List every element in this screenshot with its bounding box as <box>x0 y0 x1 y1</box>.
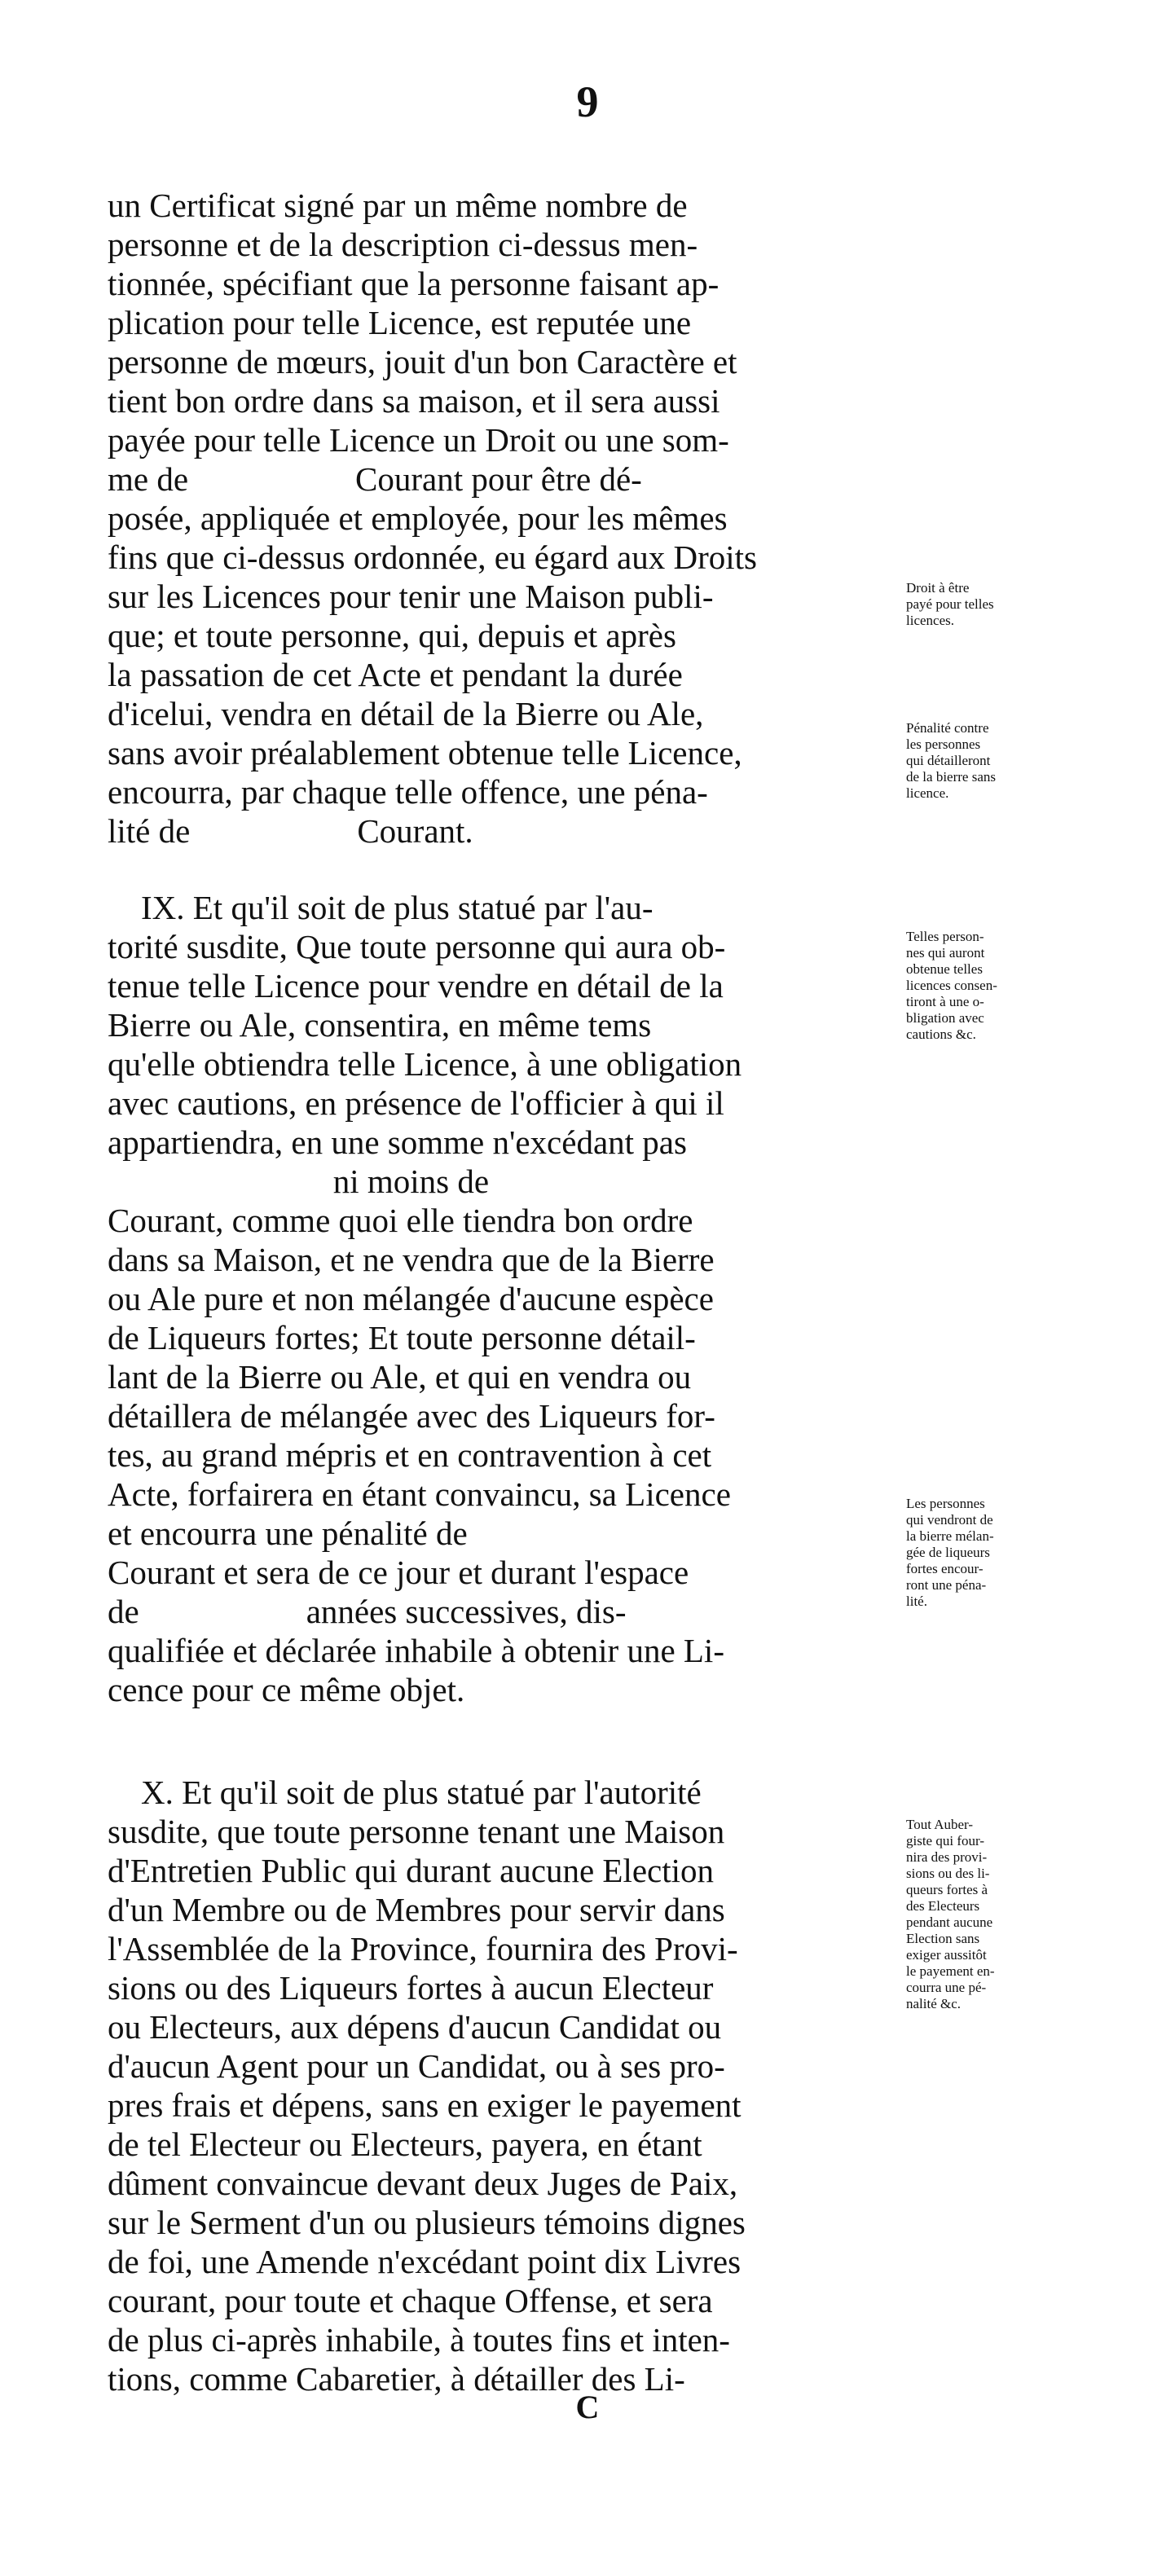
marginal-note-line: queurs fortes à <box>906 1882 988 1897</box>
marginal-note-line: cautions &c. <box>906 1026 976 1042</box>
marginal-note-line: Election sans <box>906 1931 980 1946</box>
body-line: torité susdite, Que toute personne qui aura ob- <box>108 928 726 965</box>
marginal-note-line: Droit à être <box>906 580 970 596</box>
body-line: avec cautions, en présence de l'officier à qui il <box>108 1084 724 1122</box>
body-line: susdite, que toute personne tenant une Maison <box>108 1813 725 1850</box>
body-line: l'Assemblée de la Province, fournira des Provi- <box>108 1930 738 1967</box>
body-line: courant, pour toute et chaque Offense, et sera <box>108 2282 713 2319</box>
body-line: X. Et qu'il soit de plus statué par l'autorité <box>108 1774 702 1811</box>
body-line: la passation de cet Acte et pendant la durée <box>108 656 683 693</box>
body-line: de années successives, dis- <box>108 1593 627 1630</box>
marginal-note-line: payé pour telles <box>906 596 994 612</box>
body-line: tenue telle Licence pour vendre en détail de la <box>108 967 724 1004</box>
body-line: et encourra une pénalité de <box>108 1514 468 1552</box>
body-line: dans sa Maison, et ne vendra que de la Bierre <box>108 1241 715 1278</box>
marginal-note-line: nira des provi- <box>906 1849 988 1865</box>
body-line: de foi, une Amende n'excédant point dix Livres <box>108 2243 742 2280</box>
page-number: 9 <box>576 77 599 126</box>
marginal-note-line: pendant aucune <box>906 1914 993 1930</box>
marginal-note-line: qui détailleront <box>906 753 991 768</box>
marginal-note-line: de la bierre sans <box>906 769 996 785</box>
body-line: d'aucun Agent pour un Candidat, ou à ses pro- <box>108 2047 725 2085</box>
body-line: IX. Et qu'il soit de plus statué par l'au- <box>108 889 654 926</box>
body-line: ni moins de <box>108 1163 490 1200</box>
body-line: que; et toute personne, qui, depuis et après <box>108 617 676 654</box>
marginal-note-line: sions ou des li- <box>906 1866 990 1881</box>
body-line: appartiendra, en une somme n'excédant pas <box>108 1123 687 1161</box>
body-line: d'icelui, vendra en détail de la Bierre ou Ale, <box>108 695 704 732</box>
body-line: lité de Courant. <box>108 812 473 850</box>
marginal-note-line: Tout Auber- <box>906 1817 974 1832</box>
marginal-note <box>906 1496 1094 1610</box>
marginal-note-line: lité. <box>906 1594 927 1609</box>
body-line: sions ou des Liqueurs fortes à aucun Electeur <box>108 1969 714 2007</box>
marginal-note <box>906 720 1094 802</box>
body-line: posée, appliquée et employée, pour les mêmes <box>108 499 728 537</box>
marginal-note-line: nes qui auront <box>906 945 985 961</box>
body-line: plication pour telle Licence, est reputée une <box>108 304 692 341</box>
body-line: dûment convaincue devant deux Juges de Paix, <box>108 2165 738 2202</box>
marginal-note <box>906 1817 1094 2012</box>
marginal-note-line: courra une pé- <box>906 1980 987 1995</box>
body-line: ou Electeurs, aux dépens d'aucun Candidat ou <box>108 2008 722 2046</box>
marginal-note-line: le payement en- <box>906 1963 995 1979</box>
body-line: qualifiée et déclarée inhabile à obtenir une Li- <box>108 1632 724 1669</box>
section-x-paragraph <box>108 1773 890 2398</box>
body-line: Acte, forfairera en étant convaincu, sa Licence <box>108 1475 731 1513</box>
body-line: sur le Serment d'un ou plusieurs témoins dignes <box>108 2204 746 2241</box>
marginal-note-line: obtenue telles <box>906 961 983 977</box>
marginal-note-line: bligation avec <box>906 1010 984 1026</box>
section-ix-paragraph <box>108 888 890 1709</box>
body-line: sans avoir préalablement obtenue telle Licence, <box>108 734 742 771</box>
marginal-note-line: qui vendront de <box>906 1512 993 1528</box>
body-line: tes, au grand mépris et en contravention à cet <box>108 1436 712 1474</box>
body-line: d'Entretien Public qui durant aucune Election <box>108 1852 715 1889</box>
body-line: de Liqueurs fortes; Et toute personne détail- <box>108 1319 696 1356</box>
marginal-note-line: ront une péna- <box>906 1577 987 1593</box>
marginal-note-line: les personnes <box>906 736 981 752</box>
body-line: payée pour telle Licence un Droit ou une som- <box>108 421 729 459</box>
marginal-note <box>906 929 1094 1043</box>
body-line: pres frais et dépens, sans en exiger le payement <box>108 2086 742 2124</box>
signature-mark: C <box>575 2389 600 2425</box>
body-line: sur les Licences pour tenir une Maison publi- <box>108 578 714 615</box>
body-line: tions, comme Cabaretier, à détailler des Li- <box>108 2360 685 2398</box>
marginal-note-line: fortes encour- <box>906 1561 984 1576</box>
body-line: de plus ci-après inhabile, à toutes fins et inten- <box>108 2321 730 2358</box>
body-line: d'un Membre ou de Membres pour servir dans <box>108 1891 725 1928</box>
body-line: de tel Electeur ou Electeurs, payera, en étant <box>108 2125 702 2163</box>
marginal-note-line: licences consen- <box>906 978 997 993</box>
body-line: personne et de la description ci-dessus men- <box>108 226 698 263</box>
marginal-note-line: la bierre mélan- <box>906 1528 994 1544</box>
marginal-note-line: des Electeurs <box>906 1898 980 1914</box>
marginal-note-line: licences. <box>906 613 954 628</box>
body-line: Bierre ou Ale, consentira, en même tems <box>108 1006 652 1044</box>
body-line: encourra, par chaque telle offence, une péna- <box>108 773 708 811</box>
paragraph-continuation <box>108 186 890 851</box>
body-line: un Certificat signé par un même nombre de <box>108 187 688 224</box>
marginal-note-line: gée de liqueurs <box>906 1545 990 1560</box>
body-line: qu'elle obtiendra telle Licence, à une obligation <box>108 1045 742 1083</box>
marginal-note-line: Telles person- <box>906 929 984 944</box>
marginal-note-line: licence. <box>906 785 949 801</box>
body-line: me de Courant pour être dé- <box>108 460 642 498</box>
body-line: lant de la Bierre ou Ale, et qui en vendra ou <box>108 1358 692 1396</box>
body-line: ou Ale pure et non mélangée d'aucune espèce <box>108 1280 714 1317</box>
marginal-note-line: exiger aussitôt <box>906 1947 987 1963</box>
body-line: tionnée, spécifiant que la personne faisant ap- <box>108 265 720 302</box>
marginal-note-line: nalité &c. <box>906 1996 962 2011</box>
marginal-note <box>906 580 1094 629</box>
body-line: Courant et sera de ce jour et durant l'espace <box>108 1554 689 1591</box>
body-line: Courant, comme quoi elle tiendra bon ordre <box>108 1202 693 1239</box>
marginal-note-line: Pénalité contre <box>906 720 989 736</box>
marginal-note-line: Les personnes <box>906 1496 985 1511</box>
body-line: cence pour ce même objet. <box>108 1671 465 1708</box>
marginal-note-line: tiront à une o- <box>906 994 984 1009</box>
body-line: fins que ci-dessus ordonnée, eu égard aux Droits <box>108 538 757 576</box>
body-line: détaillera de mélangée avec des Liqueurs for- <box>108 1397 715 1435</box>
body-line: tient bon ordre dans sa maison, et il sera aussi <box>108 382 720 420</box>
marginal-note-line: giste qui four- <box>906 1833 984 1848</box>
body-line: personne de mœurs, jouit d'un bon Caractère et <box>108 343 737 380</box>
